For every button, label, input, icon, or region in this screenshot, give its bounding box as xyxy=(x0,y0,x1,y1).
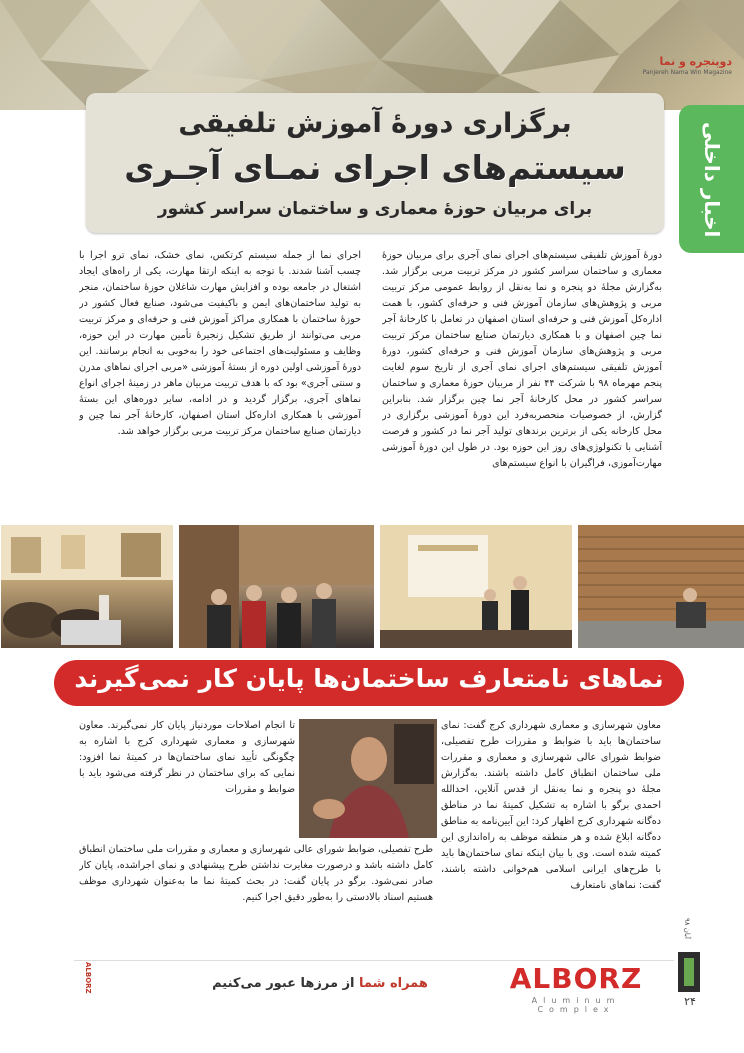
footer-slogan xyxy=(170,976,470,991)
alborz-logo: ALBORZ xyxy=(509,962,643,995)
speaker-portrait xyxy=(299,719,437,838)
page-number: ۲۴ xyxy=(684,995,696,1008)
issue-date: آبان ۹۸ xyxy=(683,918,691,939)
magazine-logo xyxy=(632,55,732,83)
magazine-logo-title: دوپنجره و نما xyxy=(659,55,732,68)
section-tab-label: اخبار داخلی xyxy=(700,122,724,238)
headline-line-1: برگزاری دورۀ آموزش تلفیقی xyxy=(178,108,572,139)
article1-column-right: دورۀ آموزش تلفیقی سیستم‌های اجرای نمای آجری برای مربیان حوزۀ معماری و ساختمان سراسر کشور در مرکز تربیت مربی برگزار شد. به‌گزارش مجلۀ دو پنجره و نما به‌نقل از روابط عمومی مرکز تربیت مربی و پژوهش‌های سازمان آموزش فنی و حرفه‌ای کشور، با همت اداره‌کل آموزش فنی و حرفه‌ای استان اصفهان در تعامل با کارخانۀ آجر نما چین اصفهان و با همکاری دیارتمان صنایع ساختمان مرکز تربیت مربی و پژوهش‌های سازمان آموزش فنی و حرفه‌ای کشور، دورۀ آموزش تلفیقی سیستم‌های اجرای نمای آجری از تاریخ سوم لغایت پنجم مهرماه ۹۸ با شرکت ۴۴ نفر از مربیان حوزۀ معماری و ساختمان سراسر کشور در محل کارخانۀ آجر نما چین برگزار شد. بنابراین گزارش، از خصوصیات منحصربه‌فرد این دورۀ آموزشی برگزاری در محل کارخانه یکی از برترین برندهای تولید آجر نما در کشور و فرصت آشنایی با تکنولوژی‌های روز این حوزه بود. در طول این دورۀ آموزشی مهارت‌آموزی، فراگیران با انواع سیستم‌های xyxy=(382,250,662,469)
side-brand-logo: ALBORZ xyxy=(84,962,92,994)
article1-column-left: اجرای نما از جمله سیستم کرتکس، نمای خشک، نمای ترو اجرا با چسب آشنا شدند. با توجه به اینکه ارتقا مهارت، یکی از راه‌های ایجاد اشتغال در جامعه بوده و افزایش مهارت شاغلان حوزۀ ساختمان، منجر به تولید ساختمان‌های ایمن و باکیفیت می‌شود، صنایع فعال کشور در حوزۀ ساختمان با همکاری مراکز آموزش فنی و حرفه‌ای و مرکز تربیت مربی می‌توانند از طریق تشکیل زنجیرۀ تأمین مهارت در این حوزه، وظایف و مسئولیت‌های اجتماعی خود را به‌خوبی به انجام برسانند. این دورۀ آموزشی اولین دوره از بستۀ آموزشی «مربی اجرای نماهای مدرن و سنتی آجری» بود که با هدف تربیت مربیان ماهر در زمینۀ اجرای انواع نماهای آجری، برگزار گردید و در ادامه، سایر دوره‌های این بستۀ آموزشی با همکاری اداره‌کل استان اصفهان، کارخانۀ آجر نما چین و دیارتمان صنایع ساختمان مرکز تربیت مربی برگزار خواهد شد. xyxy=(79,250,361,437)
photo-brick-wall xyxy=(578,525,744,648)
footer-slogan-highlight: همراه شما xyxy=(359,976,428,991)
article2-column-right: معاون شهرسازی و معماری شهرداری کرج گفت: نمای ساختمان‌ها باید با ضوابط و مقررات طرح تفصیلی، ضوابط شورای عالی شهرسازی و معماری و مقررات ملی ساختمان انطباق کامل داشته باشند. به‌گزارش مجلۀ دو پنجره و نما به‌نقل از قدس آنلاین، احدالله احمدی برگو با اشاره به تشکیل کمیتۀ نما در مناطق ده‌گانه شهرداری کرج اظهار کرد: این آیین‌نامه به مناطق ده‌گانه ابلاغ شده و هر منطقه موظف به راه‌اندازی این کمیته شده است. وی با بیان اینکه نمای ساختمان‌ها باید با طرح‌های ایرانی اسلامی هم‌خوانی داشته باشند، گفت: نماهای نامتعارف xyxy=(441,720,661,891)
alborz-logo-subtitle: Aluminum Complex xyxy=(531,996,621,1014)
photo-classroom xyxy=(1,525,173,648)
red-banner-title: نماهای نامتعارف ساختمان‌ها پایان کار نمی‌گیرند xyxy=(74,664,664,693)
magazine-logo-subtitle: Panjereh Nama Win Magazine xyxy=(642,69,732,76)
headline-line-3: برای مربیان حوزۀ معماری و ساختمان سراسر کشور xyxy=(157,199,593,219)
footer-divider xyxy=(74,960,674,961)
article2-column-wide: طرح تفصیلی، ضوابط شورای عالی شهرسازی و معماری و مقررات ملی ساختمان انطباق کامل داشته باشد و درصورت مغایرت نداشتن طرح پیشنهادی و نمای اجراشده، پایان کار صادر نمی‌شود. برگو در پایان گفت: در بحث کمیتۀ نما ما به‌عنوان شهرداری موظف هستیم اسناد بالادستی را به‌طور دقیق اجرا کنیم. xyxy=(79,844,433,903)
footer-slogan-rest: از مرزها عبور می‌کنیم xyxy=(212,976,360,991)
photo-group-visit xyxy=(179,525,374,648)
article2-column-left: تا انجام اصلاحات موردنیاز پایان کار نمی‌گیرند. معاون شهرسازی و معماری شهرداری کرج با اشاره به چگونگی تأیید نمای ساختمان‌ها در کمیتۀ نما افزود: نمایی که برای ساختمان در نظر گرفته می‌شود باید با ضوابط و مقررات xyxy=(79,720,295,795)
photo-presentation xyxy=(380,525,572,648)
headline-line-2: سیستم‌های اجرای نمـای آجـری xyxy=(124,148,626,187)
